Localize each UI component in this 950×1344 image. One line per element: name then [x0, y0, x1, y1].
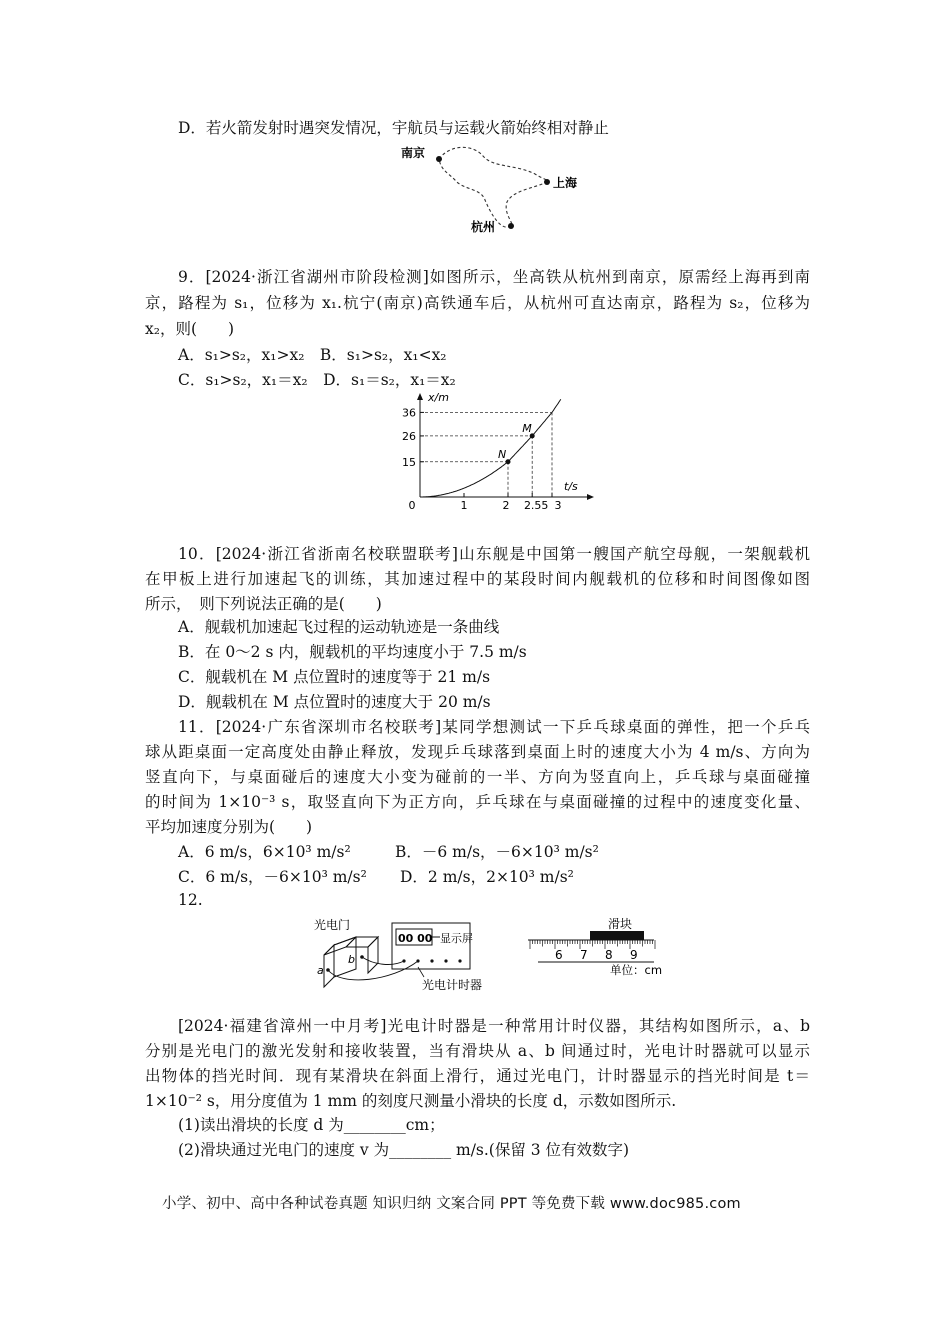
q9-stem-line2: 京，路程为 s₁，位移为 x₁.杭宁(南京)高铁通车后，从杭州可直达南京，路程为 s₂，位移为 [145, 294, 810, 312]
y-axis-arrow [417, 393, 423, 400]
q12-stem-line2: 分别是光电门的激光发射和接收装置，当有滑块从 a、b 间通过时，光电计时器就可以显示 [145, 1042, 810, 1060]
q11-option-d: D．2 m/s，2×10³ m/s² [400, 868, 574, 886]
route-map-figure [395, 140, 595, 240]
ruler-num-6: 6 [555, 948, 563, 962]
q10-stem-line1: 10．[2024·浙江省浙南名校联盟联考]山东舰是中国第一艘国产航空母舰，一架舰载机 [178, 545, 810, 563]
timer-label: 光电计时器 [422, 978, 483, 992]
y-tick-label-36: 36 [402, 406, 416, 420]
q9-stem-line1: 9．[2024·浙江省湖州市阶段检测]如图所示，坐高铁从杭州到南京，原需经上海再到南 [178, 268, 810, 286]
q10-option-c: C．舰载机在 M 点位置时的速度等于 21 m/s [178, 668, 491, 686]
q8-option-d: D．若火箭发射时遇突发情况，宇航员与运载火箭始终相对静止 [178, 119, 609, 137]
q10-option-b: B．在 0～2 s 内，舰载机的平均速度小于 7.5 m/s [178, 643, 527, 661]
q11-stem-line3: 竖直向下，与桌面碰后的速度大小变为碰前的一半、方向为竖直向上，乒乓球与桌面碰撞 [145, 768, 810, 786]
q12-stem-line4: 1×10⁻² s，用分度值为 1 mm 的刻度尺测量小滑块的长度 d，示数如图所示. [145, 1092, 677, 1110]
y-tick-label-26: 26 [402, 429, 416, 443]
hangzhou-dot [508, 223, 514, 229]
q11-option-b: B．－6 m/s，－6×10³ m/s² [395, 843, 599, 861]
photogate-figure [312, 915, 492, 995]
q12-stem-line3: 出物体的挡光时间．现有某滑块在斜面上滑行，通过光电门，计时器显示的挡光时间是 t＝ [145, 1067, 810, 1085]
ruler-num-8: 8 [605, 948, 613, 962]
q11-stem-line4: 的时间为 1×10⁻³ s，取竖直向下为正方向，乒乓球在与桌面碰撞的过程中的速度变化量、 [145, 793, 810, 811]
q10-option-d: D．舰载机在 M 点位置时的速度大于 20 m/s [178, 693, 491, 711]
screen-label: 显示屏 [440, 932, 473, 945]
ruler-figure [524, 908, 674, 980]
q10-option-a: A．舰载机加速起飞过程的运动轨迹是一条曲线 [178, 618, 500, 636]
x-axis-arrow [587, 494, 594, 500]
y-axis-label: x/m [428, 391, 449, 404]
x-tick-0: 0 [408, 499, 416, 512]
y-tick-label-15: 15 [402, 455, 416, 469]
q12-sub1: (1)读出滑块的长度 d 为________cm； [178, 1116, 445, 1134]
q9-stem-line3: x₂，则( ) [145, 320, 235, 338]
x-tick-label-1: 2 [502, 499, 510, 512]
ruler-num-7: 7 [580, 948, 588, 962]
slider-label: 滑块 [608, 917, 633, 931]
q12-stem-line1: [2024·福建省漳州一中月考]光电计时器是一种常用计时仪器，其结构如图所示，a、b [178, 1017, 810, 1035]
q12-number: 12. [178, 891, 203, 909]
q11-option-c: C．6 m/s，－6×10³ m/s² [178, 868, 367, 886]
map-label-hangzhou: 杭州 [471, 220, 496, 234]
ruler-num-9: 9 [630, 948, 638, 962]
q11-option-a: A．6 m/s，6×10³ m/s² [178, 843, 351, 861]
shanghai-dot [544, 179, 550, 185]
x-axis-label: t/s [564, 480, 578, 493]
q9-options-ab: A．s₁>s₂，x₁>x₂ B．s₁>s₂，x₁<x₂ [178, 346, 447, 364]
label-a: a [317, 964, 324, 977]
point-N [506, 459, 511, 464]
q9-options-cd: C．s₁>s₂，x₁＝x₂ D．s₁＝s₂，x₁＝x₂ [178, 371, 456, 389]
q10-stem-line2: 在甲板上进行加速起飞的训练，其加速过程中的某段时间内舰载机的位移和时间图像如图 [145, 570, 810, 588]
x-tick-label-2: 2.55 [523, 499, 549, 512]
photogate-label: 光电门 [314, 918, 351, 932]
xt-curve [420, 399, 561, 497]
q12-sub2: (2)滑块通过光电门的速度 v 为________ m/s.(保留 3 位有效数字) [178, 1141, 630, 1159]
map-label-shanghai: 上海 [553, 176, 578, 190]
point-label-M: M [522, 421, 532, 435]
footer-text: 小学、初中、高中各种试卷真题 知识归纳 文案合同 PPT 等免费下载 www.doc985.com [162, 1196, 741, 1212]
display-digits: 00 00 [398, 932, 433, 945]
q10-stem-line3: 所示， 则下列说法正确的是( ) [145, 595, 382, 613]
ruler-unit: 单位：cm [610, 963, 663, 977]
x-tick-label-0: 1 [460, 499, 468, 512]
slider-block [590, 931, 644, 940]
xt-graph [392, 390, 602, 520]
nanjing-dot [436, 156, 442, 162]
q11-stem-line1: 11．[2024·广东省深圳市名校联考]某同学想测试一下乒乓球桌面的弹性，把一个乒乓 [178, 718, 810, 736]
x-tick-label-3: 3 [554, 499, 562, 512]
map-label-nanjing: 南京 [401, 146, 426, 160]
point-label-N: N [498, 447, 507, 461]
q11-stem-line5: 平均加速度分别为( ) [145, 818, 313, 836]
q11-stem-line2: 球从距桌面一定高度处由静止释放，发现乒乓球落到桌面上时的速度大小为 4 m/s、方向为 [145, 743, 810, 761]
label-b: b [348, 953, 355, 966]
